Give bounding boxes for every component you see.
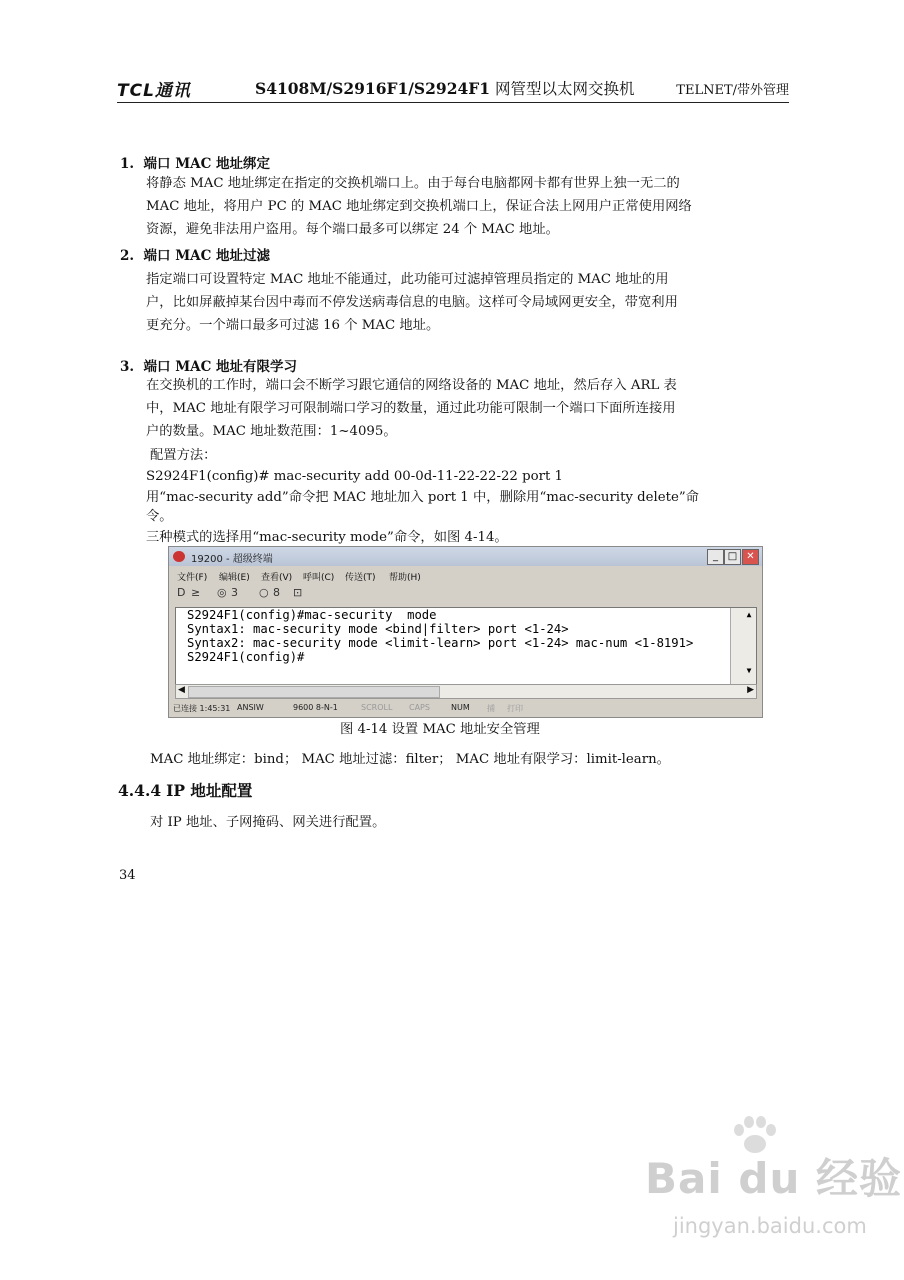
section-number: 4.4.4 [118,781,162,800]
new-icon[interactable]: D [177,586,186,599]
document-product: 网管型以太网交换机 [490,80,635,98]
status-capture: 捕 [487,704,495,713]
terminal-line: S2924F1(config)#mac-security mode [187,608,437,622]
send-icon[interactable]: ○ [259,586,269,599]
hyperterminal-window [168,546,763,718]
status-connected: 已连接 1:45:31 [173,704,231,713]
call-icon[interactable]: ◎ [217,586,227,599]
status-caps: CAPS [409,703,430,712]
item-number: 1. [120,156,135,172]
logo-text: TCL通讯 [117,81,191,101]
item-title: 端口 MAC 地址绑定 [143,156,271,172]
config-description: 用“mac-security add”命令把 MAC 地址加入 port 1 中，删除用“mac-security delete”命 [146,490,699,505]
menu-help[interactable]: 帮助(H) [389,573,421,583]
config-modes-note: 三种模式的选择用“mac-security mode”命令，如图 4-14。 [146,530,508,545]
menu-bar [169,567,762,583]
menu-edit[interactable]: 编辑(E) [219,573,250,583]
terminal-line: Syntax2: mac-security mode <limit-learn> port <1-24> mac-num <1-8191> [187,636,694,650]
maximize-icon[interactable]: □ [724,549,741,565]
status-port-settings: 9600 8-N-1 [293,703,338,712]
config-command: S2924F1(config)# mac-security add 00-0d-11-22-22-22 port 1 [146,469,563,484]
watermark-logo: Bai du 经验 [645,1154,902,1203]
horizontal-scrollbar[interactable] [175,684,757,699]
watermark-url: jingyan.baidu.com [673,1214,867,1238]
menu-call[interactable]: 呼叫(C) [303,573,335,583]
item-title: 端口 MAC 地址过滤 [143,248,271,264]
menu-file[interactable]: 文件(F) [177,573,208,583]
close-icon[interactable]: ✕ [742,549,759,565]
chapter-label: TELNET/带外管理 [676,83,789,98]
config-label: 配置方法： [150,448,217,463]
item-2-heading [120,244,270,264]
minimize-icon[interactable]: _ [707,549,724,565]
paragraph-line: MAC 地址，将用户 PC 的 MAC 地址绑定到交换机端口上，保证合法上网用户正常使用网络 [146,199,692,214]
terminal-line: Syntax1: mac-security mode <bind|filter> port <1-24> [187,622,569,636]
section-title: IP 地址配置 [166,781,253,800]
menu-transfer[interactable]: 传送(T) [345,573,376,583]
figure-caption: 图 4-14 设置 MAC 地址安全管理 [340,722,540,737]
terminal-screen[interactable] [175,607,757,685]
section-heading [118,779,252,801]
paragraph-line: 资源，避免非法用户盗用。每个端口最多可以绑定 24 个 MAC 地址。 [146,222,559,237]
paw-icon [731,1116,777,1154]
item-2-body [146,268,786,337]
properties-icon[interactable]: ⊡ [293,586,303,599]
scroll-thumb[interactable] [188,686,440,698]
document-model: S4108M/S2916F1/S2924F1 [255,79,491,98]
open-icon[interactable]: ≥ [191,586,201,599]
page-number: 34 [119,868,136,883]
paragraph-line: 户，比如屏蔽掉某台因中毒而不停发送病毒信息的电脑。这样可令局域网更安全，带宽利用 [146,295,678,310]
scroll-right-icon[interactable]: ▶ [747,685,754,695]
page-header [117,76,789,103]
item-3-body [146,374,786,443]
item-number: 2. [120,248,135,264]
menu-view[interactable]: 查看(V) [261,573,293,583]
baidu-watermark [645,1146,902,1238]
toolbar [169,584,762,604]
item-3-heading [120,355,297,375]
paragraph-line: 在交换机的工作时，端口会不断学习跟它通信的网络设备的 MAC 地址，然后存入 ARL 表 [146,378,677,393]
paragraph-line: 户的数量。MAC 地址数范围：1~4095。 [146,424,397,439]
receive-icon[interactable]: 8 [273,586,280,599]
status-emulation: ANSIW [237,703,264,712]
modes-summary: MAC 地址绑定：bind； MAC 地址过滤：filter； MAC 地址有限学习：limit-learn。 [150,752,670,767]
item-number: 3. [120,359,135,375]
paragraph-line: 更充分。一个端口最多可过滤 16 个 MAC 地址。 [146,318,440,333]
document-title [255,77,635,99]
config-description-cont: 令。 [146,509,173,524]
vertical-scrollbar[interactable]: ▲ ▼ [730,608,756,684]
status-print: 打印 [507,704,523,713]
paragraph-line: 中，MAC 地址有限学习可限制端口学习的数量，通过此功能可限制一个端口下面所连接用 [146,401,676,416]
item-1-heading [120,152,270,172]
status-bar [169,700,762,716]
paragraph-line: 将静态 MAC 地址绑定在指定的交换机端口上。由于每台电脑都网卡都有世界上独一无二的 [146,176,680,191]
terminal-line: S2924F1(config)# [187,650,305,664]
tcl-logo [117,76,191,101]
scroll-left-icon[interactable]: ◀ [178,685,185,695]
window-titlebar [169,547,762,566]
section-text: 对 IP 地址、子网掩码、网关进行配置。 [150,815,386,830]
window-title: 19200 - 超级终端 [191,554,273,565]
app-icon [173,551,185,562]
status-scroll: SCROLL [361,703,393,712]
item-1-body [146,172,786,241]
status-num: NUM [451,703,470,712]
disconnect-icon[interactable]: 3 [231,586,238,599]
paragraph-line: 指定端口可设置特定 MAC 地址不能通过，此功能可过滤掉管理员指定的 MAC 地址的用 [146,272,669,287]
item-title: 端口 MAC 地址有限学习 [143,359,298,375]
